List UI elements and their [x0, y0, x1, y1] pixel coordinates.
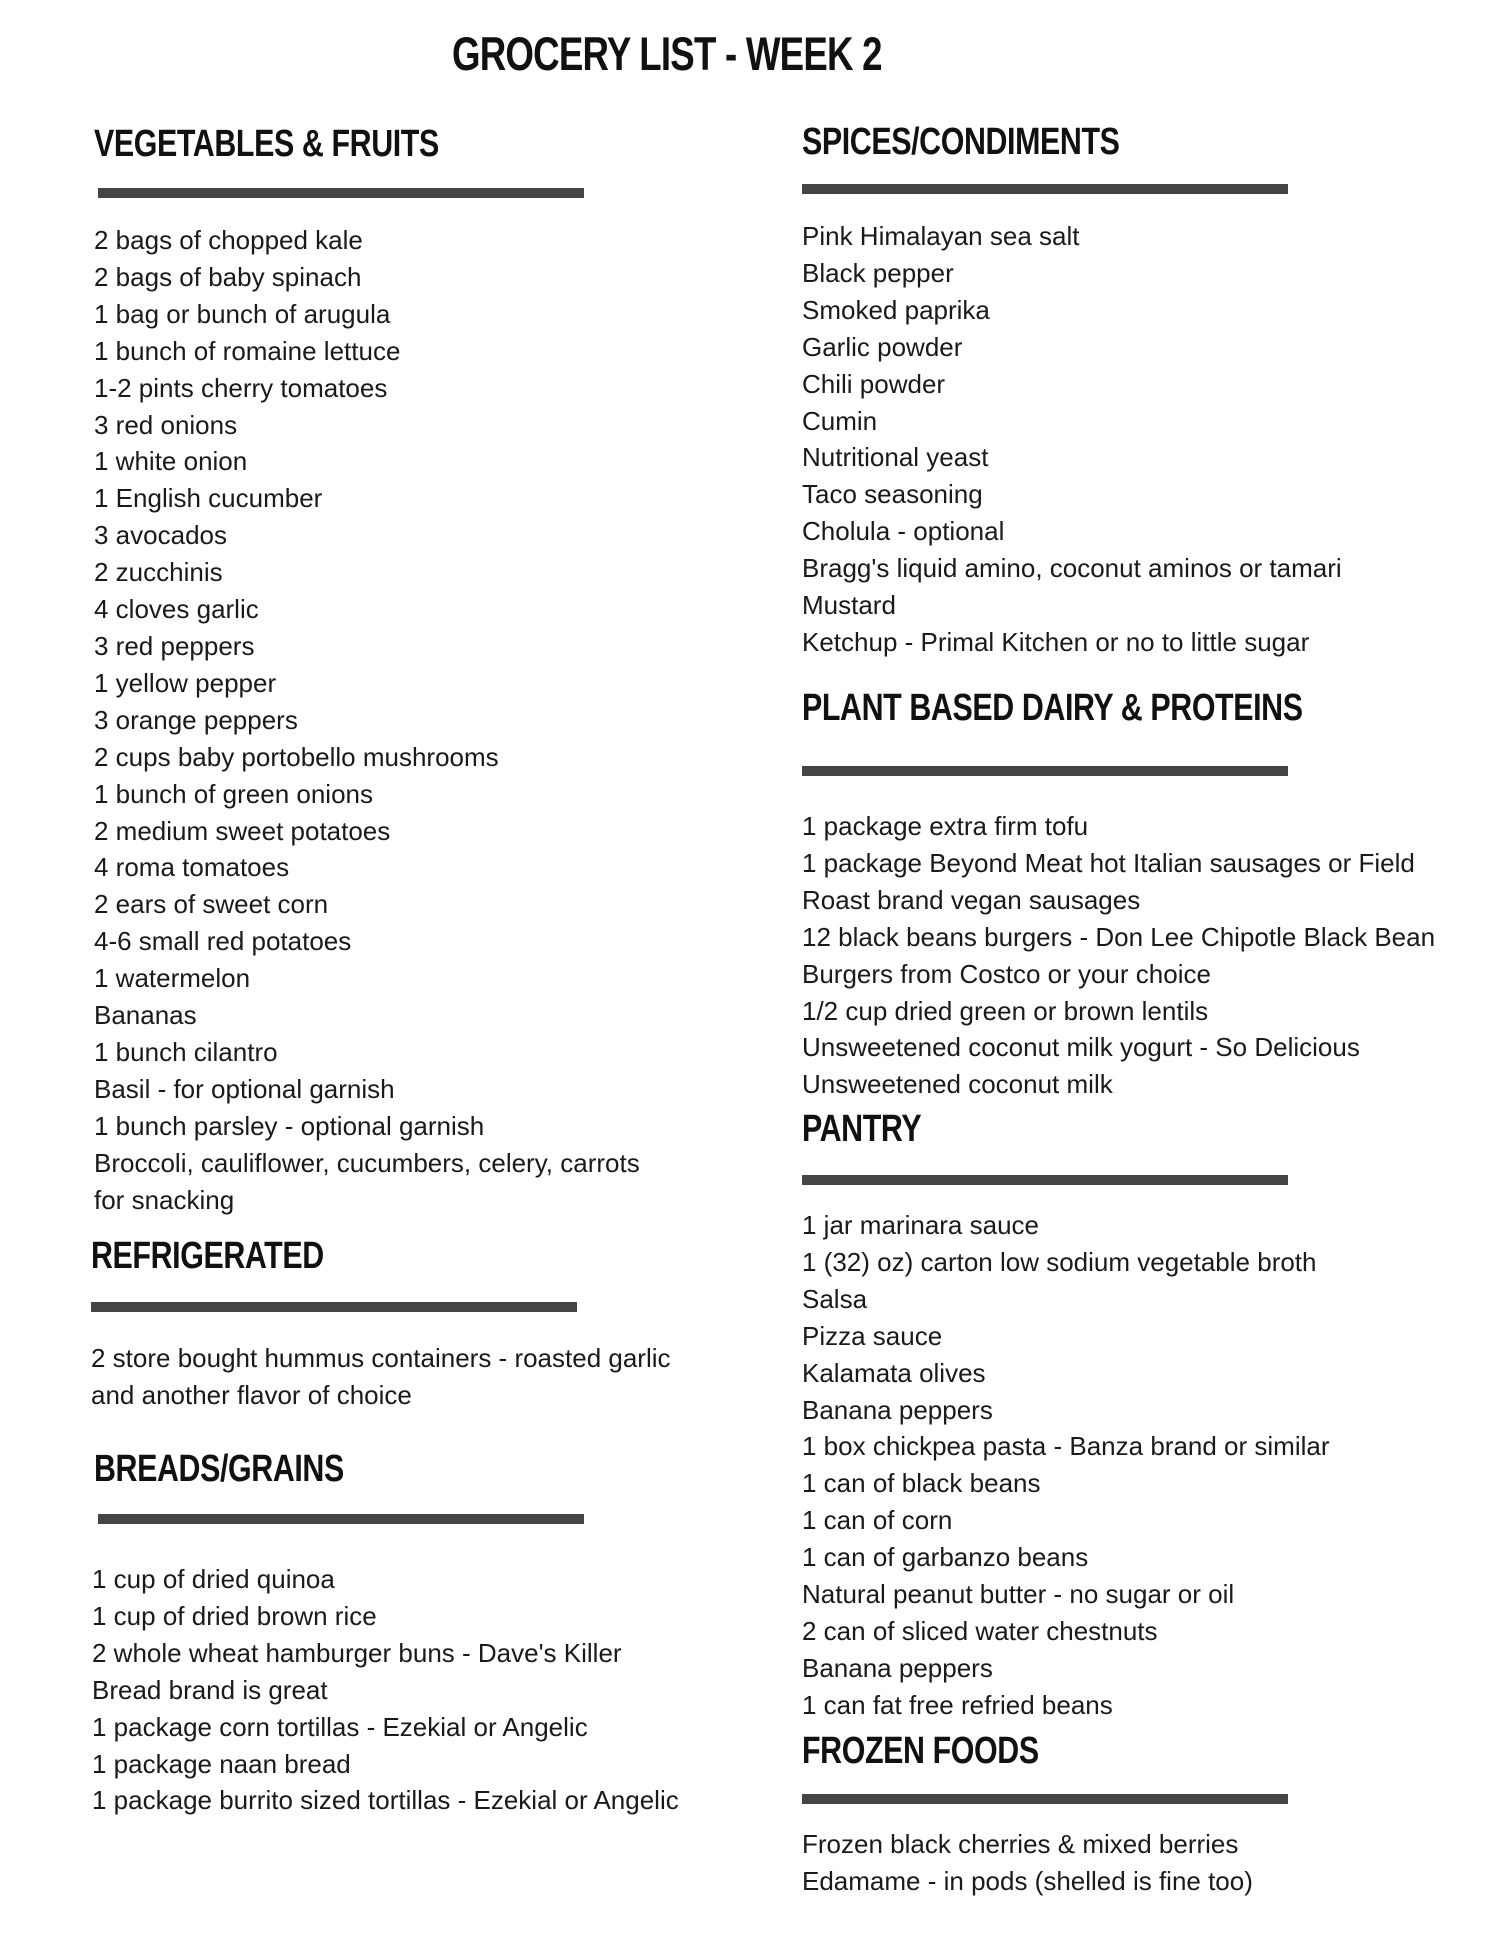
section-heading: VEGETABLES & FRUITS — [94, 123, 439, 165]
list-item: Bananas — [94, 1000, 197, 1031]
list-item: Cholula - optional — [802, 516, 1005, 547]
section-pantry — [802, 1107, 1330, 1724]
list-item: 4 roma tomatoes — [94, 852, 290, 883]
section-heading: FROZEN FOODS — [802, 1730, 1039, 1772]
list-item: Nutritional yeast — [802, 442, 989, 473]
list-item: 1 package naan bread — [92, 1748, 351, 1779]
list-item: 2 cups baby portobello mushrooms — [94, 741, 499, 772]
section-heading: PANTRY — [802, 1108, 922, 1150]
list-item: 4 cloves garlic — [94, 594, 259, 625]
section-divider — [802, 766, 1288, 776]
list-item: Pink Himalayan sea salt — [802, 221, 1080, 251]
section-breads-grains — [94, 1447, 679, 1819]
list-item: 1 yellow pepper — [94, 667, 277, 698]
section-plant-based — [802, 686, 1435, 1103]
section-divider — [802, 1175, 1288, 1185]
list-item: 3 orange peppers — [94, 704, 298, 735]
list-item: Natural peanut butter - no sugar or oil — [802, 1579, 1235, 1610]
item-list — [94, 222, 640, 1218]
section-divider — [98, 188, 584, 198]
list-item: 3 red peppers — [94, 630, 255, 661]
list-item: 1-2 pints cherry tomatoes — [94, 372, 388, 403]
list-item: 2 ears of sweet corn — [94, 889, 329, 920]
item-list — [802, 1826, 1288, 1900]
list-item: Banana peppers — [802, 1652, 993, 1683]
list-item: Bragg's liquid amino, coconut aminos or tamari — [802, 553, 1342, 584]
list-item: 1 (32) oz) carton low sodium vegetable broth — [802, 1246, 1317, 1277]
list-item: Burgers from Costco or your choice — [802, 958, 1211, 989]
list-item: 1 bunch of romaine lettuce — [94, 335, 401, 366]
list-item: Ketchup - Primal Kitchen or no to little sugar — [802, 626, 1310, 657]
list-item: Cumin — [802, 405, 878, 436]
list-item: 1 white onion — [94, 446, 248, 477]
list-item: Roast brand vegan sausages — [802, 884, 1141, 915]
section-refrigerated — [91, 1234, 671, 1414]
list-item: Bread brand is great — [92, 1674, 328, 1705]
section-divider — [91, 1302, 577, 1312]
list-item: 1 package Beyond Meat hot Italian sausages or Field — [802, 847, 1415, 878]
list-item: 1 bag or bunch of arugula — [94, 298, 391, 329]
list-item: 2 whole wheat hamburger buns - Dave's Killer — [92, 1637, 622, 1668]
list-item: for snacking — [94, 1184, 235, 1215]
item-list — [802, 808, 1435, 1103]
list-item: Pizza sauce — [802, 1320, 943, 1351]
list-item: Edamame - in pods (shelled is fine too) — [802, 1865, 1253, 1896]
section-divider — [98, 1514, 584, 1524]
section-heading: BREADS/GRAINS — [94, 1448, 344, 1490]
list-item: 1 package burrito sized tortillas - Ezekial or Angelic — [92, 1785, 679, 1816]
list-item: 1 jar marinara sauce — [802, 1210, 1039, 1240]
list-item: Chili powder — [802, 368, 946, 399]
item-list — [94, 1561, 679, 1819]
list-item: 1 bunch cilantro — [94, 1036, 278, 1067]
list-item: Unsweetened coconut milk yogurt - So Delicious — [802, 1032, 1360, 1063]
list-item: Salsa — [802, 1283, 868, 1314]
list-item: 1 package corn tortillas - Ezekial or Angelic — [92, 1711, 588, 1742]
list-item: 1/2 cup dried green or brown lentils — [802, 995, 1209, 1026]
list-item: 3 red onions — [94, 409, 238, 440]
list-item: 1 English cucumber — [94, 483, 323, 514]
list-item: 1 can of black beans — [802, 1468, 1041, 1499]
section-spices-condiments — [802, 120, 1342, 661]
list-item: 2 zucchinis — [94, 557, 223, 588]
list-item: 2 can of sliced water chestnuts — [802, 1615, 1158, 1646]
list-item: Basil - for optional garnish — [94, 1073, 395, 1104]
section-divider — [802, 1794, 1288, 1804]
item-list — [802, 218, 1342, 661]
list-item: 2 medium sweet potatoes — [94, 815, 391, 846]
list-item: and another flavor of choice — [91, 1379, 412, 1410]
section-vegetables-fruits — [94, 122, 640, 1218]
list-item: Smoked paprika — [802, 294, 990, 325]
list-item: 2 store bought hummus containers - roasted garlic — [91, 1343, 671, 1373]
list-item: Garlic powder — [802, 331, 963, 362]
list-item: 1 bunch of green onions — [94, 778, 373, 809]
section-heading: REFRIGERATED — [91, 1235, 324, 1277]
section-frozen-foods — [802, 1729, 1288, 1900]
list-item: 2 bags of baby spinach — [94, 261, 362, 292]
item-list — [802, 1207, 1330, 1724]
list-item: Broccoli, cauliflower, cucumbers, celery, carrots — [94, 1147, 640, 1178]
list-item: 1 box chickpea pasta - Banza brand or similar — [802, 1431, 1330, 1462]
list-item: Frozen black cherries & mixed berries — [802, 1829, 1239, 1859]
list-item: 12 black beans burgers - Don Lee Chipotle Black Bean — [802, 921, 1436, 952]
list-item: 4-6 small red potatoes — [94, 926, 352, 957]
list-item: 1 bunch parsley - optional garnish — [94, 1110, 485, 1141]
list-item: Unsweetened coconut milk — [802, 1069, 1113, 1100]
list-item: 1 cup of dried brown rice — [92, 1600, 377, 1631]
list-item: 2 bags of chopped kale — [94, 225, 363, 255]
item-list — [91, 1340, 671, 1414]
list-item: Black pepper — [802, 257, 954, 288]
list-item: 1 cup of dried quinoa — [92, 1564, 335, 1594]
list-item: 1 can fat free refried beans — [802, 1689, 1113, 1720]
section-divider — [802, 184, 1288, 194]
list-item: 1 can of corn — [802, 1505, 953, 1536]
section-heading: SPICES/CONDIMENTS — [802, 121, 1120, 163]
list-item: Kalamata olives — [802, 1357, 986, 1388]
section-heading: PLANT BASED DAIRY & PROTEINS — [802, 687, 1303, 729]
list-item: Banana peppers — [802, 1394, 993, 1425]
list-item: 1 can of garbanzo beans — [802, 1542, 1089, 1573]
list-item: Taco seasoning — [802, 479, 983, 510]
list-item: 3 avocados — [94, 520, 227, 551]
list-item: 1 package extra firm tofu — [802, 811, 1089, 841]
page-title: GROCERY LIST - WEEK 2 — [452, 27, 882, 80]
list-item: 1 watermelon — [94, 963, 251, 994]
list-item: Mustard — [802, 590, 896, 621]
